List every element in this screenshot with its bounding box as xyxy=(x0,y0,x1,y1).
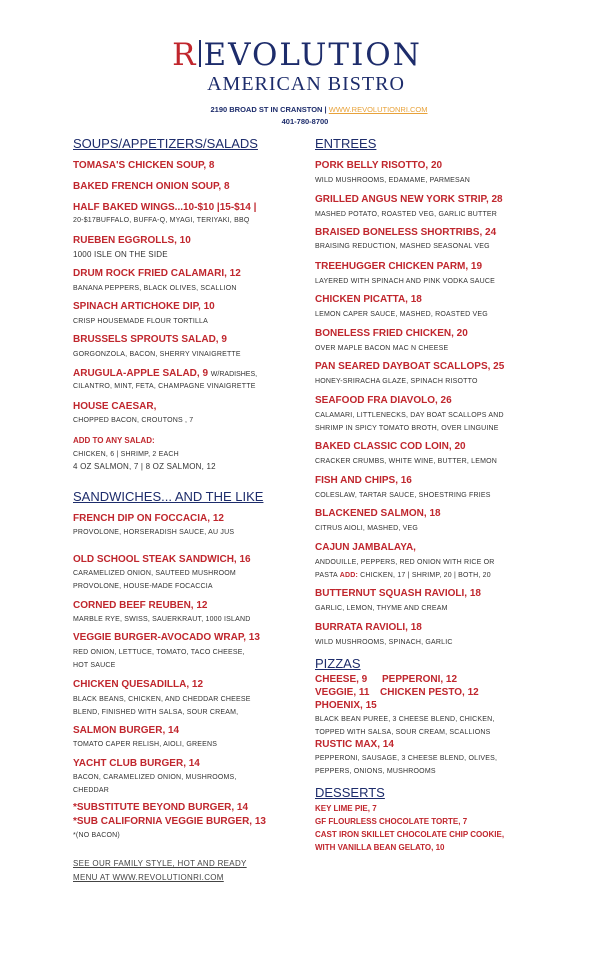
item-description: BLACK BEAN PUREE, 3 CHEESE BLEND, CHICKEN, xyxy=(315,716,495,723)
item-description: CRACKER CRUMBS, WHITE WINE, BUTTER, LEMON xyxy=(315,458,498,465)
item-description: CRISP HOUSEMADE FLOUR TORTILLA xyxy=(73,318,209,325)
menu-item: WITH VANILLA BEAN GELATO, 10 xyxy=(315,843,445,852)
family-style-note[interactable]: SEE OUR FAMILY STYLE, HOT AND READY xyxy=(73,859,247,868)
item-description: 4 OZ SALMON, 7 | 8 OZ SALMON, 12 xyxy=(73,462,216,471)
menu-item: BURRATA RAVIOLI, 18 xyxy=(315,622,422,633)
section-title-pizzas: PIZZAS xyxy=(315,656,361,671)
item-description: SHRIMP IN SPICY TOMATO BROTH, OVER LINGUINE xyxy=(315,425,499,432)
item-description: TOPPED WITH SALSA, SOUR CREAM, SCALLIONS xyxy=(315,729,491,736)
item-description: BANANA PEPPERS, BLACK OLIVES, SCALLION xyxy=(73,285,237,292)
menu-item: BRAISED BONELESS SHORTRIBS, 24 xyxy=(315,227,497,238)
menu-item: PORK BELLY RISOTTO, 20 xyxy=(315,160,443,171)
website-link[interactable]: WWW.REVOLUTIONRI.COM xyxy=(328,105,428,114)
menu-item: CORNED BEEF REUBEN, 12 xyxy=(73,600,208,611)
menu-item: SEAFOOD FRA DIAVOLO, 26 xyxy=(315,395,452,406)
menu-item: FRENCH DIP ON FOCCACIA, 12 xyxy=(73,513,224,524)
item-description: *(NO BACON) xyxy=(73,832,120,839)
menu-item: VEGGIE, 11 xyxy=(315,687,370,698)
menu-item: HOUSE CAESAR, xyxy=(73,401,157,412)
item-description: CHEDDAR xyxy=(73,787,110,794)
item-description: PROVOLONE, HORSERADISH SAUCE, AU JUS xyxy=(73,529,235,536)
menu-item: TREEHUGGER CHICKEN PARM, 19 xyxy=(315,261,483,272)
item-description: 20-$17BUFFALO, BUFFA-Q, MYAGI, TERIYAKI, BBQ xyxy=(73,217,250,224)
menu-item: CHICKEN PESTO, 12 xyxy=(380,687,479,698)
menu-item: VEGGIE BURGER-AVOCADO WRAP, 13 xyxy=(73,632,260,643)
menu-item: CHICKEN QUESADILLA, 12 xyxy=(73,679,204,690)
item-description: CARAMELIZED ONION, SAUTEED MUSHROOM xyxy=(73,570,236,577)
phone-number: 401-780-8700 xyxy=(281,117,329,126)
item-description: BRAISING REDUCTION, MASHED SEASONAL VEG xyxy=(315,243,490,250)
menu-item: CAST IRON SKILLET CHOCOLATE CHIP COOKIE, xyxy=(315,830,505,839)
item-description: RED ONION, LETTUCE, TOMATO, TACO CHEESE, xyxy=(73,649,245,656)
item-description: GARLIC, LEMON, THYME AND CREAM xyxy=(315,605,448,612)
item-description: HONEY-SRIRACHA GLAZE, SPINACH RISOTTO xyxy=(315,378,478,385)
menu-item: BRUSSELS SPROUTS SALAD, 9 xyxy=(73,334,227,345)
menu-item: HALF BAKED WINGS...10-$10 |15-$14 | xyxy=(73,202,257,213)
item-description: CILANTRO, MINT, FETA, CHAMPAGNE VINAIGRETTE xyxy=(73,383,256,390)
menu-item: RUSTIC MAX, 14 xyxy=(315,739,394,750)
item-description: CHOPPED BACON, CROUTONS , 7 xyxy=(73,417,194,424)
section-title-soups: SOUPS/APPETIZERS/SALADS xyxy=(73,136,258,151)
menu-item: YACHT CLUB BURGER, 14 xyxy=(73,758,200,769)
menu-item: BAKED CLASSIC COD LOIN, 20 xyxy=(315,441,466,452)
item-description: MARBLE RYE, SWISS, SAUERKRAUT, 1000 ISLAND xyxy=(73,616,251,623)
family-style-note-link[interactable]: MENU AT WWW.REVOLUTIONRI.COM xyxy=(73,873,224,882)
menu-item: PEPPERONI, 12 xyxy=(382,674,458,685)
restaurant-subtitle: AMERICAN BISTRO xyxy=(207,73,405,95)
menu-item: SPINACH ARTICHOKE DIP, 10 xyxy=(73,301,215,312)
item-description: BLACK BEANS, CHICKEN, AND CHEDDAR CHEESE xyxy=(73,696,251,703)
item-description: PEPPERS, ONIONS, MUSHROOMS xyxy=(315,768,436,775)
menu-item: *SUBSTITUTE BEYOND BURGER, 14 xyxy=(73,802,249,813)
item-description: CALAMARI, LITTLENECKS, DAY BOAT SCALLOPS AND xyxy=(315,412,504,419)
item-description: PASTA ADD: CHICKEN, 17 | SHRIMP, 20 | BOTH, 20 xyxy=(315,572,491,579)
menu-item: ARUGULA-APPLE SALAD, 9 W/RADISHES, xyxy=(73,368,258,379)
menu-item: GF FLOURLESS CHOCOLATE TORTE, 7 xyxy=(315,817,468,826)
menu-item: CHICKEN PICATTA, 18 xyxy=(315,294,422,305)
item-description: CITRUS AIOLI, MASHED, VEG xyxy=(315,525,419,532)
menu-item: PHOENIX, 15 xyxy=(315,700,377,711)
section-title-sandwiches: SANDWICHES... AND THE LIKE xyxy=(73,489,264,504)
item-description: BLEND, FINISHED WITH SALSA, SOUR CREAM, xyxy=(73,709,239,716)
item-description: GORGONZOLA, BACON, SHERRY VINAIGRETTE xyxy=(73,351,241,358)
menu-item: SALMON BURGER, 14 xyxy=(73,725,180,736)
section-title-desserts: DESSERTS xyxy=(315,785,385,800)
restaurant-logo: R EVOLUTION xyxy=(172,37,422,73)
menu-item: CAJUN JAMBALAYA, xyxy=(315,542,416,553)
item-description: WILD MUSHROOMS, SPINACH, GARLIC xyxy=(315,639,453,646)
item-description: MASHED POTATO, ROASTED VEG, GARLIC BUTTER xyxy=(315,211,498,218)
menu-item: DRUM ROCK FRIED CALAMARI, 12 xyxy=(73,268,241,279)
menu-item: KEY LIME PIE, 7 xyxy=(315,804,377,813)
menu-item: BLACKENED SALMON, 18 xyxy=(315,508,441,519)
menu-item: RUEBEN EGGROLLS, 10 xyxy=(73,235,191,246)
item-description: OVER MAPLE BACON MAC N CHEESE xyxy=(315,345,449,352)
item-description: PROVOLONE, HOUSE-MADE FOCACCIA xyxy=(73,583,213,590)
item-description: HOT SAUCE xyxy=(73,662,116,669)
menu-item: GRILLED ANGUS NEW YORK STRIP, 28 xyxy=(315,194,503,205)
add-to-salad-label: ADD TO ANY SALAD: xyxy=(73,436,155,445)
menu-item: BUTTERNUT SQUASH RAVIOLI, 18 xyxy=(315,588,481,599)
item-description: LAYERED WITH SPINACH AND PINK VODKA SAUCE xyxy=(315,278,495,285)
menu-item: *SUB CALIFORNIA VEGGIE BURGER, 13 xyxy=(73,816,266,827)
item-description: ANDOUILLE, PEPPERS, RED ONION WITH RICE OR xyxy=(315,559,495,566)
menu-item: CHEESE, 9 xyxy=(315,674,368,685)
item-description: PEPPERONI, SAUSAGE, 3 CHEESE BLEND, OLIVES, xyxy=(315,755,498,762)
item-description: CHICKEN, 6 | SHRIMP, 2 EACH xyxy=(73,451,179,458)
menu-item: FISH AND CHIPS, 16 xyxy=(315,475,412,486)
item-description: BACON, CARAMELIZED ONION, MUSHROOMS, xyxy=(73,774,237,781)
item-description: TOMATO CAPER RELISH, AIOLI, GREENS xyxy=(73,741,218,748)
item-description: 1000 ISLE ON THE SIDE xyxy=(73,250,168,259)
menu-item: TOMASA'S CHICKEN SOUP, 8 xyxy=(73,160,215,171)
menu-item: BONELESS FRIED CHICKEN, 20 xyxy=(315,328,468,339)
item-description: LEMON CAPER SAUCE, MASHED, ROASTED VEG xyxy=(315,311,488,318)
item-description: WILD MUSHROOMS, EDAMAME, PARMESAN xyxy=(315,177,471,184)
menu-item: OLD SCHOOL STEAK SANDWICH, 16 xyxy=(73,554,251,565)
section-title-entrees: ENTREES xyxy=(315,136,377,151)
address-line: 2190 BROAD ST IN CRANSTON | WWW.REVOLUTIONRI.COM xyxy=(210,105,428,114)
item-description: COLESLAW, TARTAR SAUCE, SHOESTRING FRIES xyxy=(315,492,491,499)
menu-item: BAKED FRENCH ONION SOUP, 8 xyxy=(73,181,230,192)
menu-header xyxy=(0,38,594,126)
menu-item: PAN SEARED DAYBOAT SCALLOPS, 25 xyxy=(315,361,505,372)
